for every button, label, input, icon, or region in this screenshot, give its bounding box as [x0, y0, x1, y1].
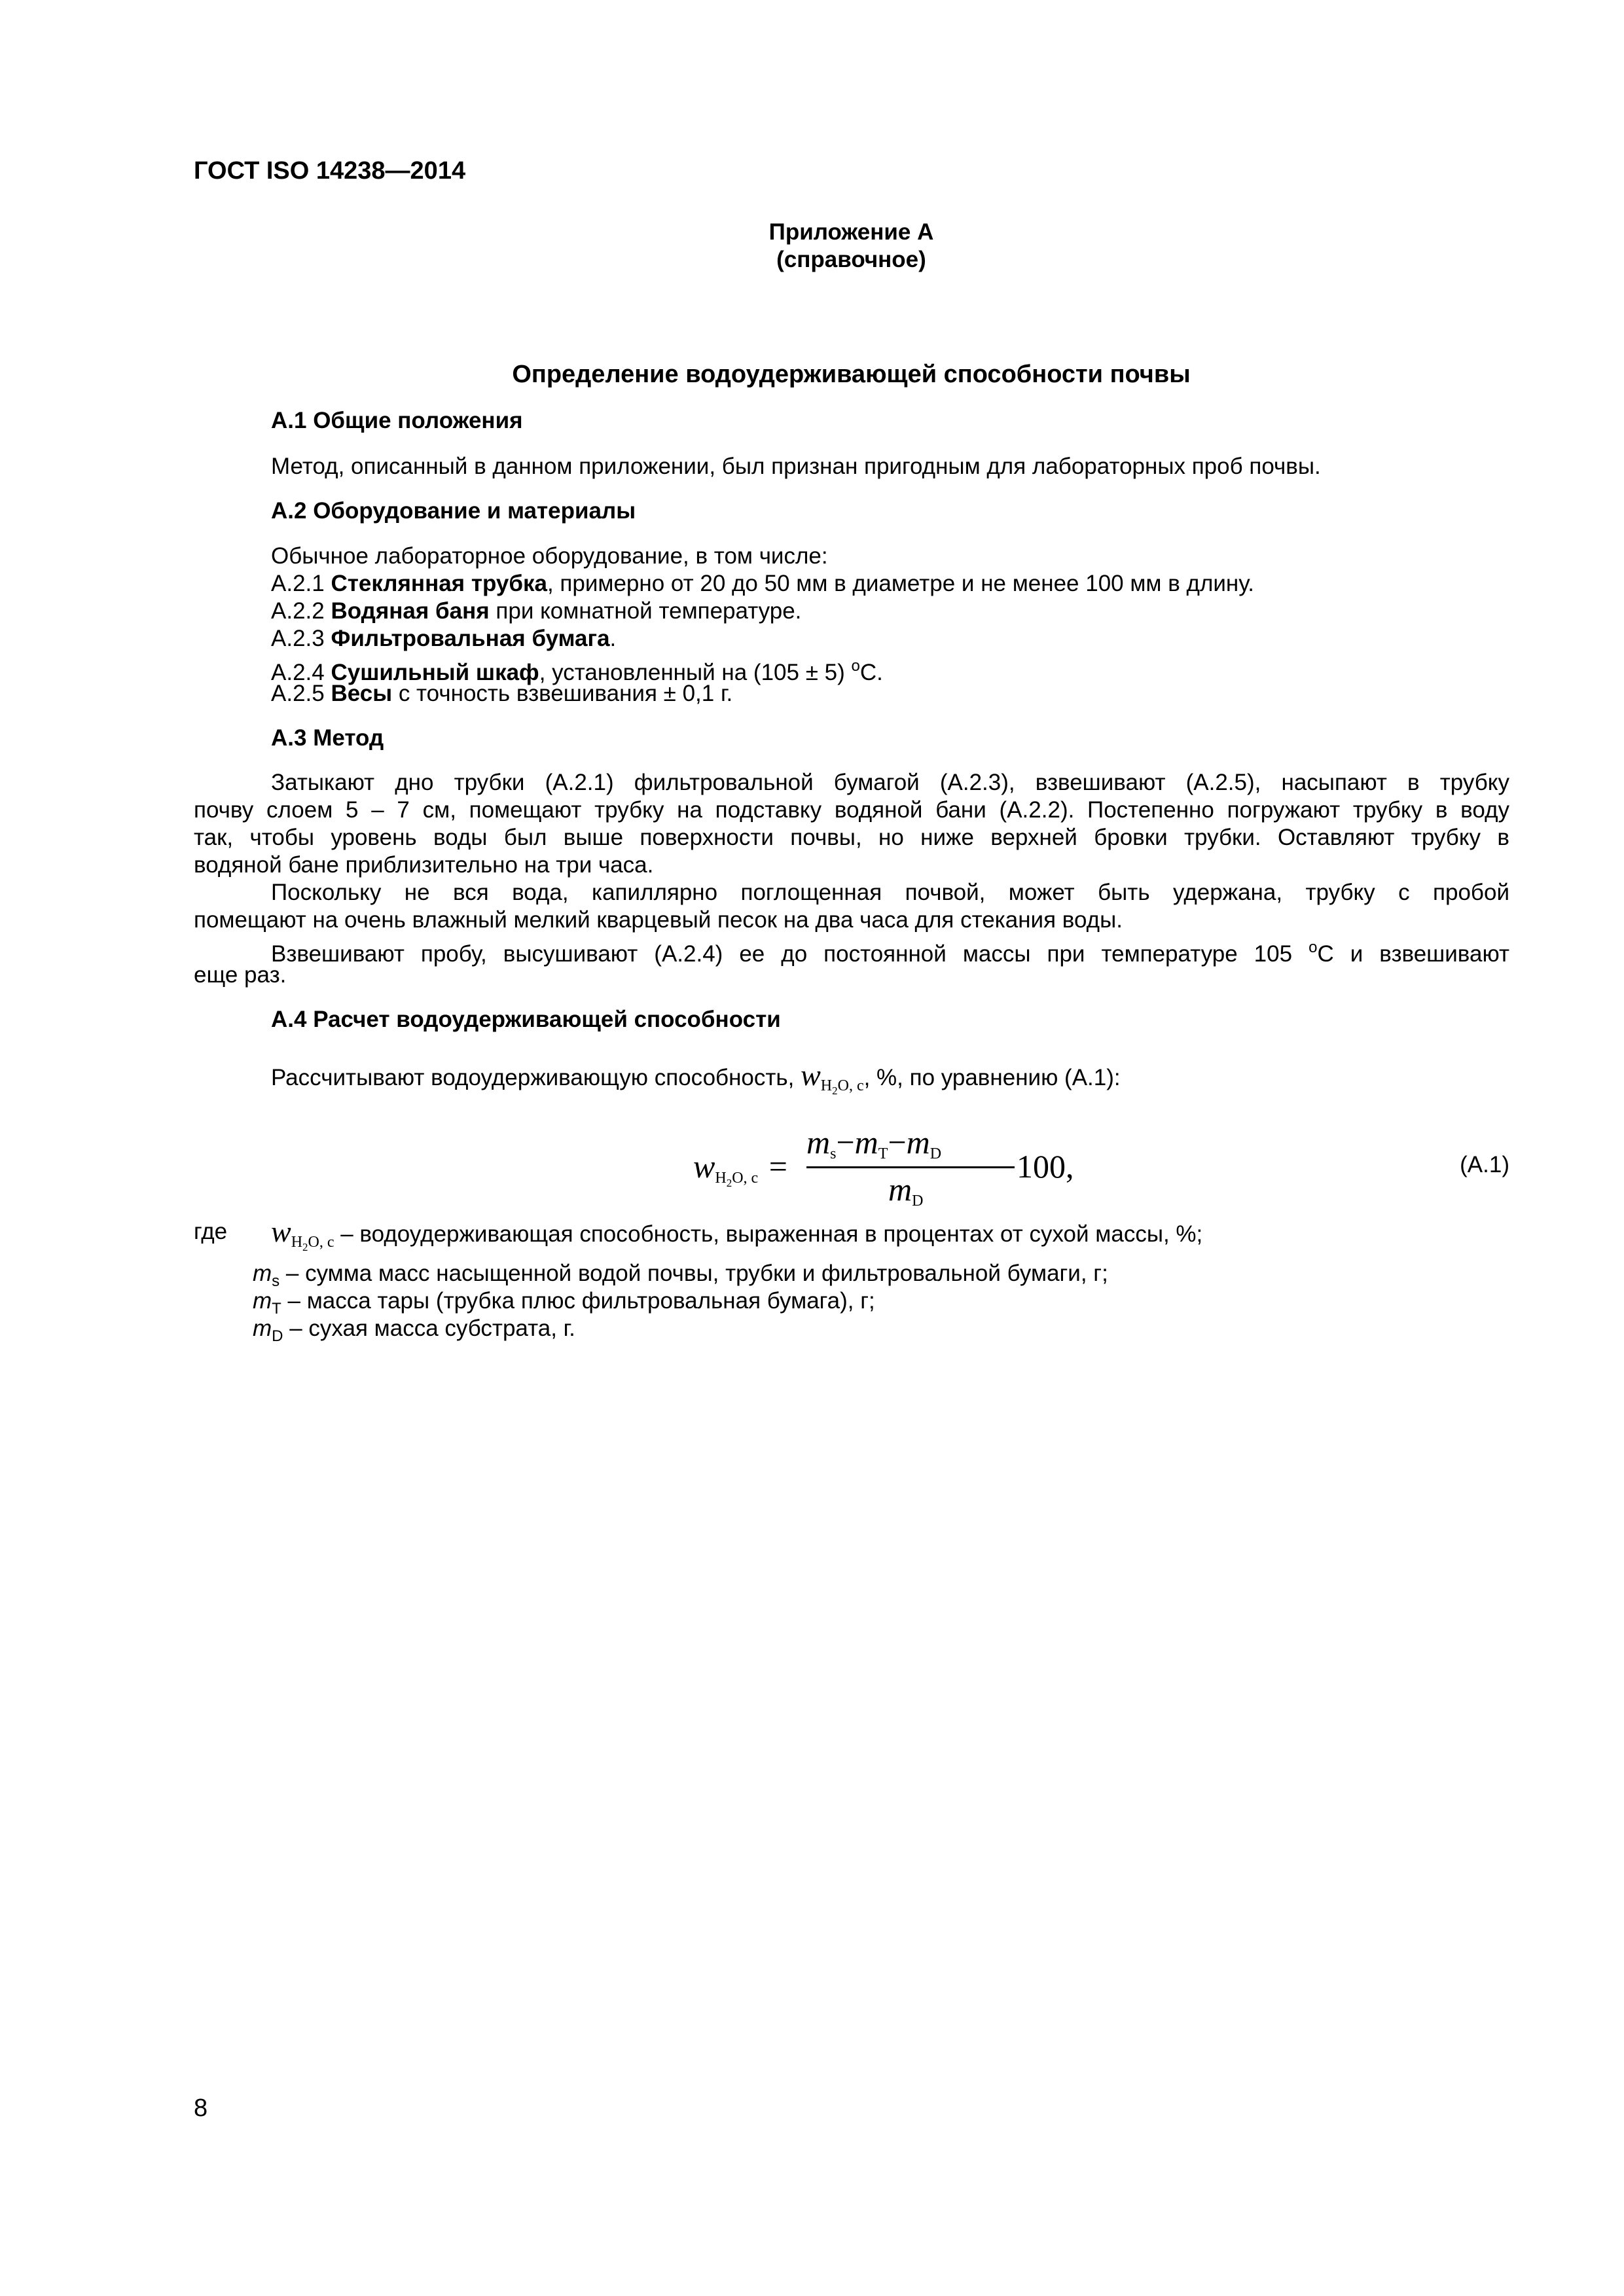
- equipment-item: А.2.1 Стеклянная трубка, примерно от 20 до 50 мм в диаметре и не менее 100 мм в длину.: [271, 571, 1254, 596]
- section-a4-title: А.4 Расчет водоудерживающей способности: [271, 1007, 781, 1032]
- formula-numerator: $m_s-m_T-m_D$: [806, 1124, 942, 1162]
- section-a1-text: Метод, описанный в данном приложении, был признан пригодным для лабораторных проб почвы.: [271, 454, 1321, 479]
- paragraph-line: помещают на очень влажный мелкий кварцевый песок на два часа для стекания воды.: [194, 907, 1123, 933]
- section-a1-title: А.1 Общие положения: [271, 408, 523, 433]
- where-item: $w_{H_2O, c}$ – водоудерживающая способность, выраженная в процентах от сухой массы, %;: [271, 1215, 1203, 1253]
- section-a2-title: А.2 Оборудование и материалы: [271, 498, 636, 524]
- equipment-item: А.2.4 Сушильный шкаф, установленный на (105 ± 5) $^o$C.: [271, 657, 883, 685]
- where-item: $m_T$ – масса тары (трубка плюс фильтровальная бумага), г;: [253, 1288, 875, 1318]
- symbol-w: w: [801, 1058, 821, 1092]
- annex-heading: Определение водоудерживающей способности почвы: [512, 361, 1191, 388]
- paragraph-line: еще раз.: [194, 962, 287, 988]
- section-a4-intro: Рассчитывают водоудерживающую способность, $w_{H_2O, c}$, %, по уравнению (А.1):: [271, 1058, 1121, 1097]
- section-a3-title: А.3 Метод: [271, 725, 384, 751]
- section-a2-intro: Обычное лабораторное оборудование, в том числе:: [271, 543, 828, 569]
- where-item: $m_s$ – сумма масс насыщенной водой почвы, трубки и фильтровальной бумаги, г;: [253, 1261, 1108, 1290]
- formula-factor: 100,: [1017, 1148, 1074, 1185]
- document-id: ГОСТ ISO 14238—2014: [194, 157, 466, 185]
- formula-number: (А.1): [1460, 1152, 1509, 1177]
- paragraph-line: так, чтобы уровень воды был выше поверхности почвы, но ниже верхней бровки трубки. Оставляют трубку в: [194, 825, 1509, 850]
- equipment-item: А.2.3 Фильтровальная бумага.: [271, 626, 617, 651]
- paragraph-line: Взвешивают пробу, высушивают (А.2.4) ее до постоянной массы при температуре 105 $^o$C и взвешивают: [271, 939, 1509, 967]
- where-label: где: [194, 1219, 228, 1244]
- fraction-bar: [806, 1166, 1015, 1168]
- formula-denominator: $m_D$: [888, 1171, 924, 1210]
- where-item: $m_D$ – сухая масса субстрата, г.: [253, 1316, 575, 1345]
- paragraph-line: Поскольку не вся вода, капиллярно поглощенная почвой, может быть удержана, трубку с пробой: [271, 880, 1509, 905]
- paragraph-line: почву слоем 5 – 7 см, помещают трубку на подставку водяной бани (А.2.2). Постепенно погружают трубку в воду: [194, 797, 1509, 823]
- page-number: 8: [194, 2094, 208, 2122]
- annex-title: Приложение А: [768, 219, 934, 245]
- paragraph-line: водяной бане приблизительно на три часа.: [194, 852, 654, 878]
- paragraph-line: Затыкают дно трубки (А.2.1) фильтровальной бумагой (А.2.3), взвешивают (А.2.5), насыпают в трубку: [271, 770, 1509, 795]
- equipment-item: А.2.2 Водяная баня при комнатной температуре.: [271, 598, 802, 624]
- annex-subtitle: (справочное): [776, 247, 926, 272]
- equipment-item: А.2.5 Весы с точность взвешивания ± 0,1 г.: [271, 681, 733, 706]
- formula-a1: $w_{H_2O, c}$ = $m_s-m_T-m_D$ $m_D$ 100,: [693, 1123, 1086, 1215]
